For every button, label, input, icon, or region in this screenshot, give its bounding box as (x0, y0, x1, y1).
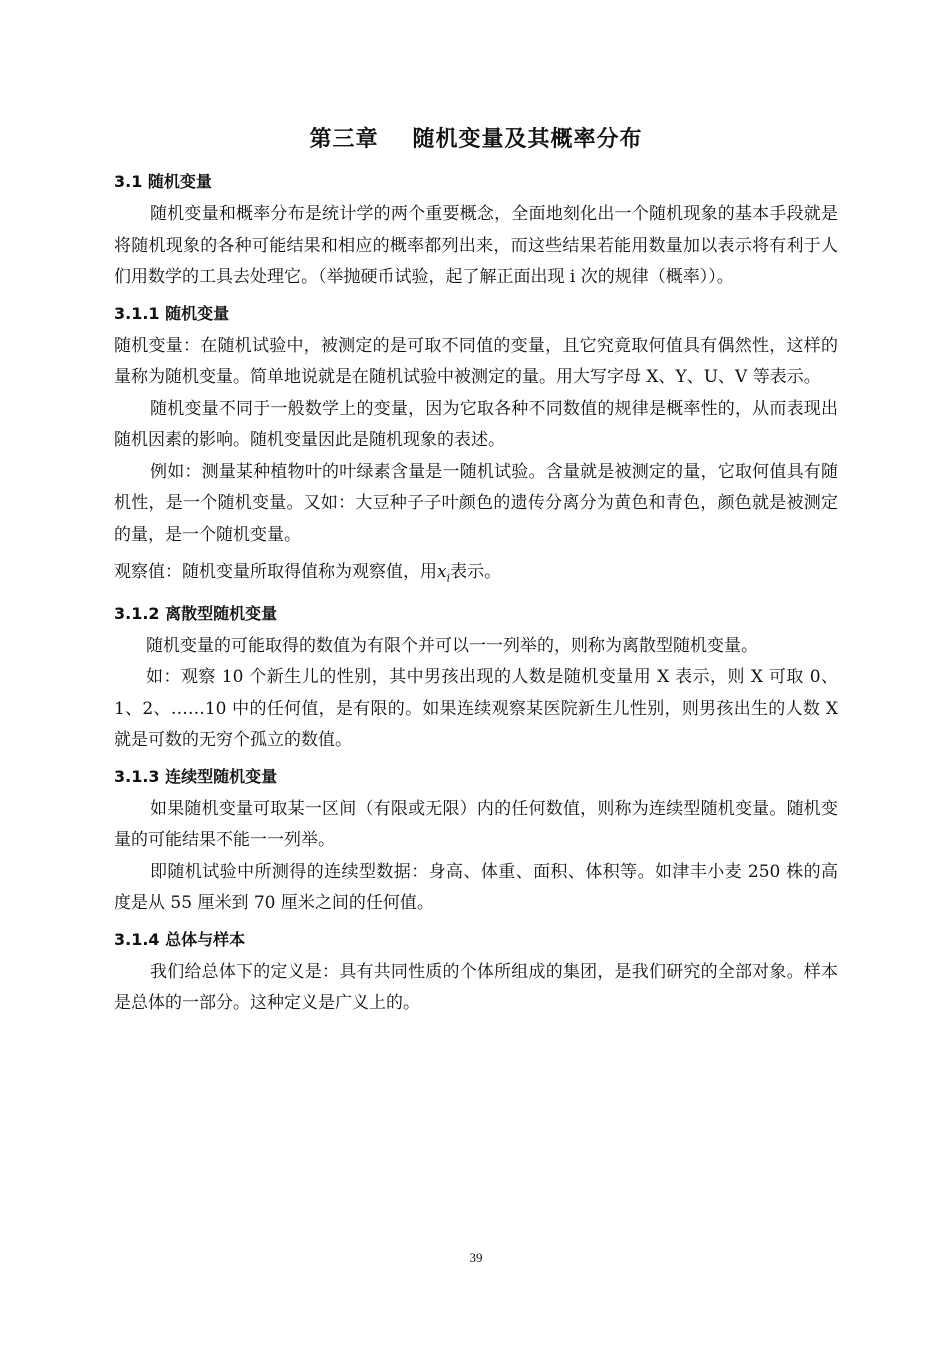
observed-value-subscript: i (446, 571, 451, 585)
paragraph-continuous-example: 即随机试验中所测得的连续型数据：身高、体重、面积、体积等。如津丰小麦 250 株的高度是从 55 厘米到 70 厘米之间的任何值。 (114, 861, 838, 914)
paragraph-observed-value (114, 557, 838, 594)
paragraph-random-variable-example: 例如：测量某种植物叶的叶绿素含量是一随机试验。含量就是被测定的量，它取何值具有随机性，是一个随机变量。又如：大豆种子子叶颜色的遗传分离分为黄色和青色，颜色就是被测定的量，是一个随机变量。 (114, 461, 838, 545)
paragraph-population-sample: 我们给总体下的定义是：具有共同性质的个体所组成的集团，是我们研究的全部对象。样本是总体的一部分。这种定义是广义上的。 (114, 961, 838, 1014)
paragraph-discrete-example: 如：观察 10 个新生儿的性别，其中男孩出现的人数是随机变量用 X 表示，则 X 可取 0、1、2、……10 中的任何值，是有限的。如果连续观察某医院新生儿性别，则男孩出生的人数 X 就是可数的无穷个孤立的数值。 (114, 667, 838, 751)
chapter-title (114, 118, 838, 162)
section-heading-3-1-3: 3.1.3 连续型随机变量 (114, 766, 278, 786)
paragraph-random-variable-difference: 随机变量不同于一般数学上的变量，因为它取各种不同数值的规律是概率性的，从而表现出随机因素的影响。随机变量因此是随机现象的表述。 (114, 398, 838, 450)
section-heading-3-1-1: 3.1.1 随机变量 (114, 303, 230, 323)
paragraph-discrete-definition: 随机变量的可能取得的数值为有限个并可以一一列举的，则称为离散型随机变量。 (146, 635, 758, 656)
section-heading-3-1-2: 3.1.2 离散型随机变量 (114, 603, 278, 623)
paragraph-continuous-definition: 如果随机变量可取某一区间（有限或无限）内的任何数值，则称为连续型随机变量。随机变量的可能结果不能一一列举。 (114, 798, 838, 851)
chapter-name: 随机变量及其概率分布 (412, 127, 643, 152)
observed-value-variable: x (437, 562, 447, 582)
section-heading-3-1-4: 3.1.4 总体与样本 (114, 929, 246, 949)
chapter-number: 第三章 (309, 127, 379, 152)
observed-value-symbol (437, 562, 451, 585)
section-heading-3-1: 3.1 随机变量 (114, 172, 212, 191)
observed-value-text: 观察值：随机变量所取得值称为观察值，用 (114, 562, 437, 582)
paragraph-3-1-intro: 随机变量和概率分布是统计学的两个重要概念，全面地刻化出一个随机现象的基本手段就是将随机现象的各种可能结果和相应的概率都列出来，而这些结果若能用数量加以表示将有利于人们用数学的工具去处理它。（举抛硬币试验，起了解正面出现 i 次的规律（概率））。 (114, 204, 838, 287)
page-number: 39 (469, 1250, 483, 1265)
paragraph-random-variable-definition: 随机变量：在随机试验中，被测定的是可取不同值的变量，且它究竟取何值具有偶然性，这样的量称为随机变量。简单地说就是在随机试验中被测定的量。用大写字母 X、Y、U、V 等表示。 (114, 335, 838, 387)
observed-value-text-end: 表示。 (450, 562, 502, 582)
